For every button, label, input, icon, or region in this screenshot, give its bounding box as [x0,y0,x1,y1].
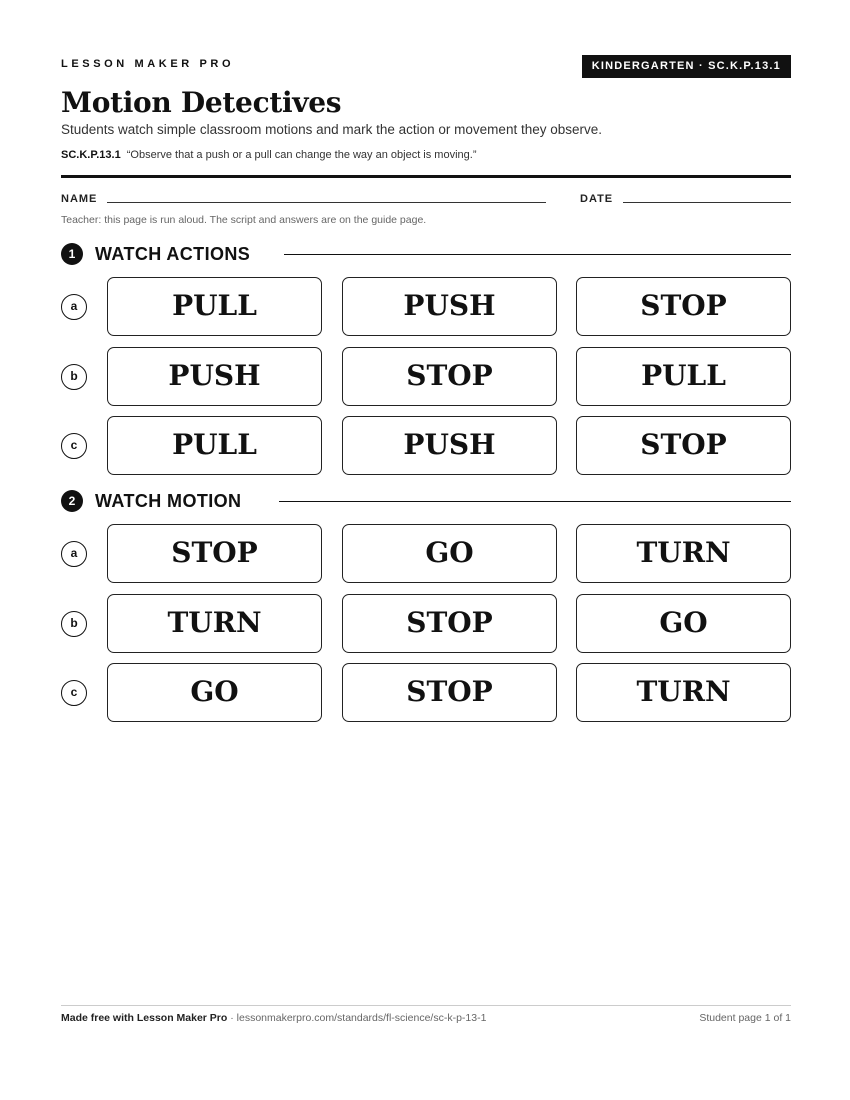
name-label: NAME [61,193,98,205]
answer-option[interactable]: STOP [342,347,557,406]
worksheet-page [61,0,791,1100]
section-rule [284,254,791,255]
section-rule [279,501,791,502]
grade-standard-badge: KINDERGARTEN · SC.K.P.13.1 [582,55,791,78]
question-row-1a [61,277,791,336]
teacher-note: Teacher: this page is run aloud. The script and answers are on the guide page. [61,214,427,226]
answer-option[interactable]: STOP [576,416,791,475]
answer-option[interactable]: TURN [576,663,791,722]
question-row-1c [61,416,791,475]
section-title: WATCH ACTIONS [95,244,251,264]
row-letter-badge: c [61,680,87,706]
question-row-2b [61,594,791,653]
question-row-1b [61,347,791,406]
answer-option[interactable]: TURN [576,524,791,583]
standard-code: SC.K.P.13.1 [61,149,121,161]
section-number-badge: 2 [61,490,83,512]
row-letter-badge: c [61,433,87,459]
answer-option[interactable]: STOP [342,594,557,653]
row-letter-badge: a [61,294,87,320]
answer-option[interactable]: GO [576,594,791,653]
answer-option[interactable]: STOP [107,524,322,583]
section-title: WATCH MOTION [95,491,242,511]
question-row-2c [61,663,791,722]
answer-option[interactable]: STOP [576,277,791,336]
date-label: DATE [580,193,614,205]
footer-made-with: Made free with Lesson Maker Pro [61,1012,228,1024]
section-number-badge: 1 [61,243,83,265]
answer-option[interactable]: PULL [107,277,322,336]
standard-text: “Observe that a push or a pull can change the way an object is moving.” [126,149,477,161]
page-title: Motion Detectives [61,86,342,119]
row-letter-badge: b [61,364,87,390]
footer-page-number: Student page 1 of 1 [699,1012,791,1024]
answer-option[interactable]: STOP [342,663,557,722]
row-letter-badge: b [61,611,87,637]
header-divider [61,175,791,178]
answer-option[interactable]: TURN [107,594,322,653]
standard-statement [61,149,476,161]
answer-option[interactable]: PULL [107,416,322,475]
answer-option[interactable]: PULL [576,347,791,406]
row-letter-badge: a [61,541,87,567]
footer-url[interactable]: lessonmakerpro.com/standards/fl-science/sc-k-p-13-1 [236,1012,487,1024]
footer-separator: · [227,1012,237,1024]
answer-option[interactable]: PUSH [342,416,557,475]
footer-credit [61,1012,486,1024]
answer-option[interactable]: GO [342,524,557,583]
question-row-2a [61,524,791,583]
name-field-line[interactable] [107,202,546,203]
footer-divider [61,1005,791,1006]
answer-option[interactable]: PUSH [342,277,557,336]
answer-option[interactable]: PUSH [107,347,322,406]
brand-name: LESSON MAKER PRO [61,58,235,70]
answer-option[interactable]: GO [107,663,322,722]
date-field-line[interactable] [623,202,791,203]
section-2-header [61,489,791,513]
section-1-header [61,242,791,266]
page-subtitle: Students watch simple classroom motions and mark the action or movement they observe. [61,122,602,137]
